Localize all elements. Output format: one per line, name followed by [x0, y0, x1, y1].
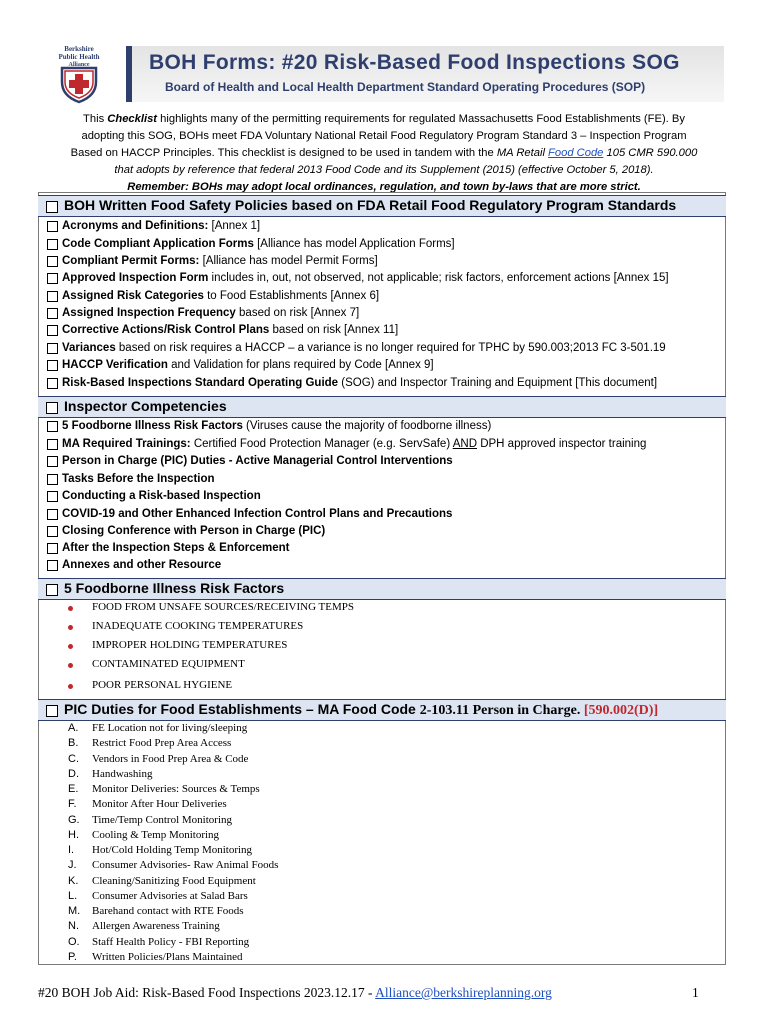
intro-line-2: adopting this SOG, BOHs meet FDA Voluntary National Retail Food Regulatory Program Standard 3 – Inspection Program	[81, 130, 687, 142]
checkbox-icon[interactable]	[47, 256, 58, 267]
duty-label: Cleaning/Sanitizing Food Equipment	[92, 874, 256, 887]
duty-label: Consumer Advisories- Raw Animal Foods	[92, 859, 279, 872]
duty-label: Restrict Food Prep Area Access	[92, 737, 232, 750]
item-label: Acronyms and Definitions:	[62, 220, 209, 232]
section-title	[64, 701, 658, 719]
item-label: Compliant Permit Forms:	[62, 255, 200, 267]
item-label: Tasks Before the Inspection	[62, 473, 215, 485]
checkbox-icon[interactable]	[47, 360, 58, 371]
duty-label: Written Policies/Plans Maintained	[92, 950, 243, 963]
item-label: Corrective Actions/Risk Control Plans	[62, 324, 270, 336]
duty-label: Vendors in Food Prep Area & Code	[92, 752, 249, 765]
duty-letter: E.	[68, 783, 79, 795]
footer-text: #20 BOH Job Aid: Risk-Based Food Inspections 2023.12.17 -	[38, 985, 376, 1000]
item-label: After the Inspection Steps & Enforcement	[62, 542, 290, 554]
item-detail: based on risk requires a HACCP – a variance is no longer required for TPHC by 590.003;2013 FC 3-501.19	[115, 342, 666, 354]
item-label: Conducting a Risk-based Inspection	[62, 490, 261, 502]
item-label: Annexes and other Resource	[62, 559, 222, 571]
item-detail: based on risk [Annex 7]	[235, 307, 360, 319]
section-title: 5 Foodborne Illness Risk Factors	[64, 580, 285, 596]
intro-text: This	[83, 113, 108, 125]
risk-factor-label: POOR PERSONAL HYGIENE	[92, 679, 233, 691]
section-header-pic-duties	[38, 699, 726, 721]
item-label: Variances	[62, 342, 116, 354]
item-detail-emphasis: AND	[452, 438, 477, 450]
risk-factor-label: INADEQUATE COOKING TEMPERATURES	[92, 620, 304, 632]
checkbox-icon[interactable]	[47, 474, 58, 485]
checkbox-icon[interactable]	[46, 705, 58, 717]
item-label: 5 Foodborne Illness Risk Factors	[62, 420, 243, 432]
item-label: COVID-19 and Other Enhanced Infection Control Plans and Precautions	[62, 508, 453, 520]
duty-letter: J.	[68, 859, 77, 872]
duty-letter: K.	[68, 874, 79, 887]
duty-label: Monitor After Hour Deliveries	[92, 798, 227, 811]
duty-letter: M.	[68, 905, 81, 917]
checkbox-icon[interactable]	[46, 584, 58, 596]
duty-label: FE Location not for living/sleeping	[92, 722, 248, 734]
duty-label: Consumer Advisories at Salad Bars	[92, 889, 248, 902]
item-detail: based on risk [Annex 11]	[269, 324, 399, 336]
page-title: BOH Forms: #20 Risk-Based Food Inspections SOG	[149, 51, 680, 74]
item-detail: Certified Food Protection Manager (e.g. ServSafe)	[190, 438, 453, 450]
footer	[38, 985, 552, 1001]
section-title-citation: [590.002(D)]	[583, 703, 659, 718]
item-detail: (SOG) and Inspector Training and Equipment [This document]	[338, 377, 658, 389]
item-detail: to Food Establishments [Annex 6]	[203, 290, 380, 302]
item-label: Person in Charge (PIC) Duties - Active Managerial Control Interventions	[62, 455, 453, 467]
page-subtitle: Board of Health and Local Health Department Standard Operating Procedures (SOP)	[165, 80, 646, 94]
bullet-icon	[68, 684, 73, 689]
checkbox-icon[interactable]	[47, 560, 58, 571]
checkbox-icon[interactable]	[47, 526, 58, 537]
intro-checklist-word: Checklist	[107, 113, 158, 125]
intro-line-3	[40, 145, 728, 162]
duty-label: Hot/Cold Holding Temp Monitoring	[92, 844, 253, 856]
risk-factor-label: IMPROPER HOLDING TEMPERATURES	[92, 639, 288, 651]
item-label: Closing Conference with Person in Charge (PIC)	[62, 525, 326, 537]
checkbox-icon[interactable]	[47, 273, 58, 284]
duty-label: Handwashing	[92, 767, 153, 780]
checkbox-icon[interactable]	[47, 456, 58, 467]
duty-label: Allergen Awareness Training	[92, 920, 220, 933]
duty-label: Staff Health Policy - FBI Reporting	[92, 935, 250, 948]
duty-letter: B.	[68, 737, 79, 750]
checkbox-icon[interactable]	[47, 378, 58, 389]
duty-letter: I.	[68, 844, 75, 856]
item-label: HACCP Verification	[62, 359, 168, 371]
section-header-risk-factors	[38, 578, 726, 600]
item-label: Code Compliant Application Forms	[62, 238, 254, 250]
checkbox-icon[interactable]	[47, 221, 58, 232]
duty-letter: A.	[68, 722, 79, 734]
duty-letter: C.	[68, 752, 79, 765]
checkbox-icon[interactable]	[47, 439, 58, 450]
checkbox-icon[interactable]	[47, 543, 58, 554]
bullet-icon	[68, 663, 73, 668]
checkbox-icon[interactable]	[47, 308, 58, 319]
item-detail: [Annex 1]	[208, 220, 261, 232]
duty-letter: N.	[68, 920, 79, 933]
checkbox-icon[interactable]	[46, 402, 58, 414]
footer-email-link[interactable]: Alliance@berkshireplanning.org	[375, 985, 552, 1000]
intro-remember: Remember: BOHs may adopt local ordinances, regulation, and town by-laws that are more strict.	[127, 181, 641, 193]
checkbox-icon[interactable]	[47, 421, 58, 432]
checkbox-icon[interactable]	[46, 201, 58, 213]
svg-text:Alliance: Alliance	[68, 62, 90, 68]
svg-text:Berkshire: Berkshire	[64, 45, 94, 53]
duty-letter: D.	[68, 767, 79, 780]
duty-letter: G.	[68, 813, 80, 826]
bullet-icon	[68, 606, 73, 611]
duty-letter: P.	[68, 950, 77, 963]
checkbox-icon[interactable]	[47, 343, 58, 354]
section-title-code: 2-103.11 Person in Charge.	[419, 703, 584, 718]
checkbox-icon[interactable]	[47, 291, 58, 302]
duty-label: Monitor Deliveries: Sources & Temps	[92, 783, 260, 795]
duty-letter: F.	[68, 798, 77, 811]
item-detail: includes in, out, not observed, not applicable; risk factors, enforcement actions [Annex 15]	[208, 272, 669, 284]
item-detail: [Alliance has model Permit Forms]	[199, 255, 378, 267]
item-detail: (Viruses cause the majority of foodborne illness)	[242, 420, 492, 432]
item-detail: and Validation for plans required by Code [Annex 9]	[167, 359, 434, 371]
page-number: 1	[692, 985, 699, 1000]
item-label: Assigned Risk Categories	[62, 290, 204, 302]
item-detail: [Alliance has model Application Forms]	[253, 238, 455, 250]
intro-text: highlights many of the permitting requirements for regulated Massachusetts Food Establishments (FE). By	[157, 113, 685, 125]
section-header-policies	[38, 195, 726, 217]
duty-label: Cooling & Temp Monitoring	[92, 828, 220, 841]
alliance-logo	[48, 42, 110, 104]
duty-letter: H.	[68, 828, 79, 841]
svg-text:Public Health: Public Health	[58, 53, 100, 61]
duty-letter: L.	[68, 889, 78, 902]
item-label: MA Required Trainings:	[62, 438, 191, 450]
item-label: Assigned Inspection Frequency	[62, 307, 236, 319]
item-label: Approved Inspection Form	[62, 272, 209, 284]
risk-factor-label: FOOD FROM UNSAFE SOURCES/RECEIVING TEMPS	[92, 601, 355, 613]
checkbox-icon[interactable]	[47, 325, 58, 336]
checkbox-icon[interactable]	[47, 239, 58, 250]
section-title: Inspector Competencies	[64, 398, 227, 414]
intro-line-1	[40, 111, 728, 128]
intro-text: Based on HACCP Principles. This checklist is designed to be used in tandem with the	[70, 147, 497, 159]
food-code-link[interactable]: Food Code	[548, 147, 604, 159]
intro-paragraph	[40, 111, 728, 196]
intro-text: MA Retail	[496, 147, 549, 159]
duty-label: Barehand contact with RTE Foods	[92, 905, 244, 917]
item-detail: DPH approved inspector training	[477, 438, 647, 450]
section-header-competencies	[38, 396, 726, 418]
intro-text: 105 CMR 590.000	[603, 147, 698, 159]
bullet-icon	[68, 644, 73, 649]
item-label: Risk-Based Inspections Standard Operating Guide	[62, 377, 339, 389]
checkbox-icon[interactable]	[47, 491, 58, 502]
duty-letter: O.	[68, 935, 80, 948]
duty-label: Time/Temp Control Monitoring	[92, 813, 232, 826]
risk-factor-label: CONTAMINATED EQUIPMENT	[92, 658, 245, 670]
checkbox-icon[interactable]	[47, 509, 58, 520]
section-title-text: PIC Duties for Food Establishments – MA Food Code	[64, 701, 420, 717]
section-title: BOH Written Food Safety Policies based on FDA Retail Food Regulatory Program Standards	[64, 197, 677, 213]
bullet-icon	[68, 625, 73, 630]
intro-line-4: that adopts by reference that federal 2013 Food Code and its Supplement (2015) (effective October 5, 2018).	[114, 164, 654, 176]
